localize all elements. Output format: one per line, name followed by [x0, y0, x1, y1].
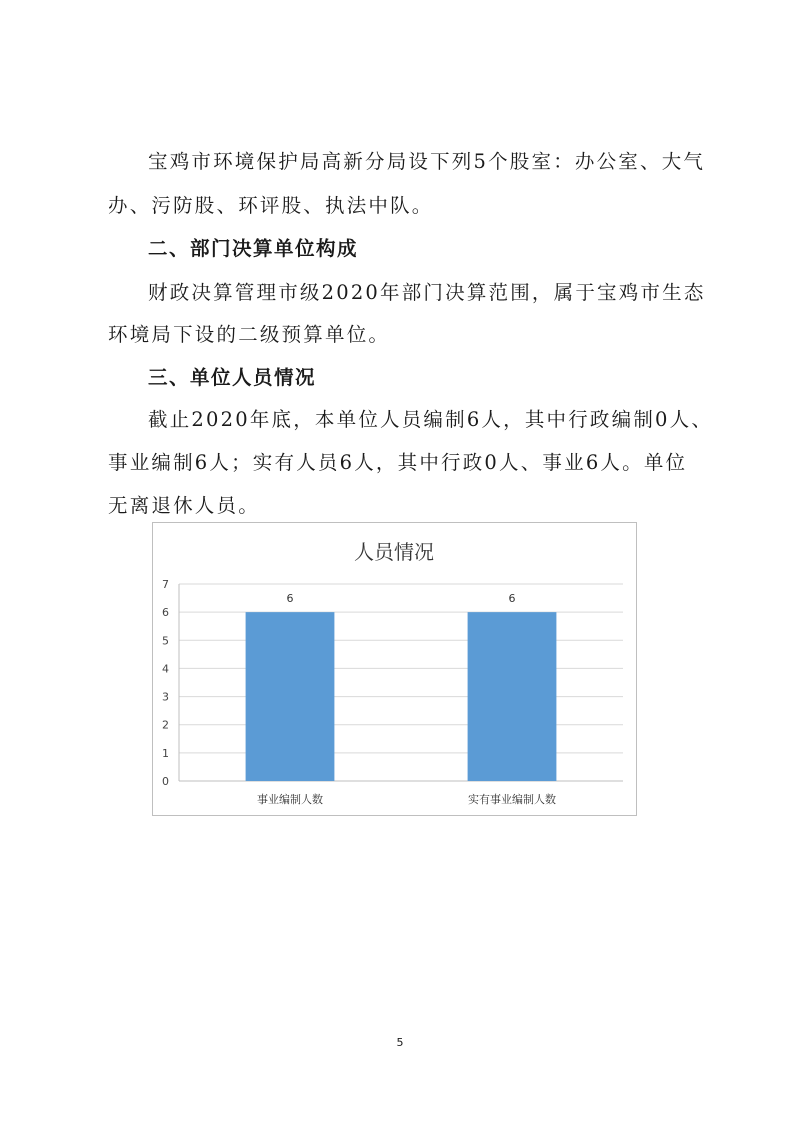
page-number: 5 [396, 1036, 404, 1049]
y-tick-label: 4 [162, 662, 169, 676]
chart-x-tick-labels [257, 792, 556, 806]
paragraph-units-line1: 宝鸡市环境保护局高新分局设下列5个股室：办公室、大气 [148, 150, 706, 173]
y-tick-label: 2 [162, 718, 169, 732]
chart-y-tick-labels [162, 578, 169, 788]
heading-staffing: 三、单位人员情况 [148, 366, 317, 389]
data-label: 6 [286, 592, 294, 606]
chart-data-labels [287, 592, 516, 605]
data-label: 6 [508, 592, 516, 606]
x-tick-label: 实有事业编制人数 [468, 793, 556, 806]
paragraph-staff-line3: 无离退休人员。 [108, 494, 260, 517]
paragraph-staff-line2: 事业编制6人；实有人员6人，其中行政0人、事业6人。单位 [108, 451, 688, 474]
paragraph-budget-line1: 财政决算管理市级2020年部门决算范围，属于宝鸡市生态 [148, 281, 706, 304]
bar [246, 612, 335, 781]
heading-budget-units: 二、部门决算单位构成 [148, 237, 359, 260]
staffing-chart [152, 522, 637, 816]
chart-svg [153, 523, 636, 815]
y-tick-label: 3 [162, 690, 169, 704]
y-tick-label: 5 [162, 634, 169, 648]
paragraph-units-line2: 办、污防股、环评股、执法中队。 [108, 194, 434, 217]
y-tick-label: 0 [162, 775, 169, 788]
x-tick-label: 事业编制人数 [257, 793, 323, 806]
y-tick-label: 7 [162, 578, 169, 591]
paragraph-budget-line2: 环境局下设的二级预算单位。 [108, 323, 391, 346]
chart-title: 人员情况 [354, 540, 434, 564]
y-tick-label: 6 [162, 606, 169, 620]
bar [468, 612, 557, 781]
y-tick-label: 1 [162, 746, 169, 760]
paragraph-staff-line1: 截止2020年底，本单位人员编制6人，其中行政编制0人、 [148, 408, 714, 431]
